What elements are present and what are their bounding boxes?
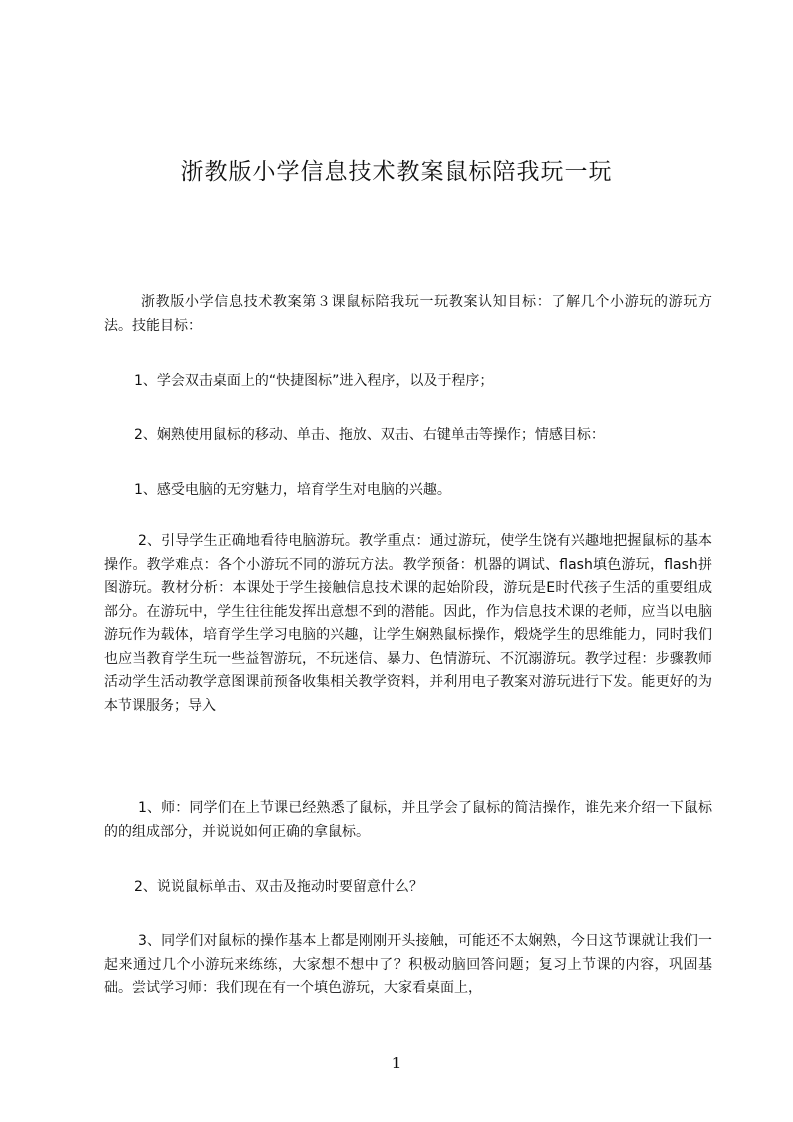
paragraph-skill-2: 2、娴熟使用鼠标的移动、单击、拖放、双击、右键单击等操作；情感目标： — [134, 427, 605, 443]
paragraph-emotion-2: 2、引导学生正确地看待电脑游玩。教学重点：通过游玩，使学生饶有兴趣地把握鼠标的基本操作。教学难点：各个小游玩不同的游玩方法。教学预备：机器的调试、flash填色游玩，flash拼图游玩。教材分析：本课处于学生接触信息技术课的起始阶段，游玩是E时代孩子生活的重要组成部分。在游玩中，学生往往能发挥出意想不到的潜能。因此，作为信息技术课的老师，应当以电脑游玩作为载体，培育学生学习电脑的兴趣，让学生娴熟鼠标操作，煅烧学生的思维能力，同时我们也应当教育学生玩一些益智游玩，不玩迷信、暴力、色情游玩、不沉溺游玩。教学过程：步骤教师活动学生活动教学意图课前预备收集相关教学资料，并利用电子教案对游玩进行下发。能更好的为本节课服务；导入 — [104, 533, 712, 714]
page-number: 1 — [391, 1054, 402, 1072]
paragraph-intro-step-3: 3、同学们对鼠标的操作基本上都是刚刚开头接触，可能还不太娴熟，今日这节课就让我们一起来通过几个小游玩来练练，大家想不想中了？积极动脑回答问题；复习上节课的内容，巩固基础。尝试学习师：我们现在有一个填色游玩，大家看桌面上， — [104, 933, 712, 996]
paragraph-intro-step-1: 1、师：同学们在上节课已经熟悉了鼠标，并且学会了鼠标的简洁操作，谁先来介绍一下鼠标的的组成部分，并说说如何正确的拿鼠标。 — [104, 800, 712, 840]
paragraph-intro: 浙教版小学信息技术教案第３课鼠标陪我玩一玩教案认知目标：了解几个小游玩的游玩方法。技能目标： — [104, 294, 712, 334]
paragraph-skill-1: 1、学会双击桌面上的“快捷图标”进入程序，以及于程序； — [134, 373, 494, 389]
paragraph-emotion-1: 1、感受电脑的无穷魅力，培育学生对电脑的兴趣。 — [134, 482, 451, 498]
document-title: 浙教版小学信息技术教案鼠标陪我玩一玩 — [180, 159, 613, 186]
paragraph-intro-step-2: 2、说说鼠标单击、双击及拖动时要留意什么？ — [134, 879, 423, 895]
